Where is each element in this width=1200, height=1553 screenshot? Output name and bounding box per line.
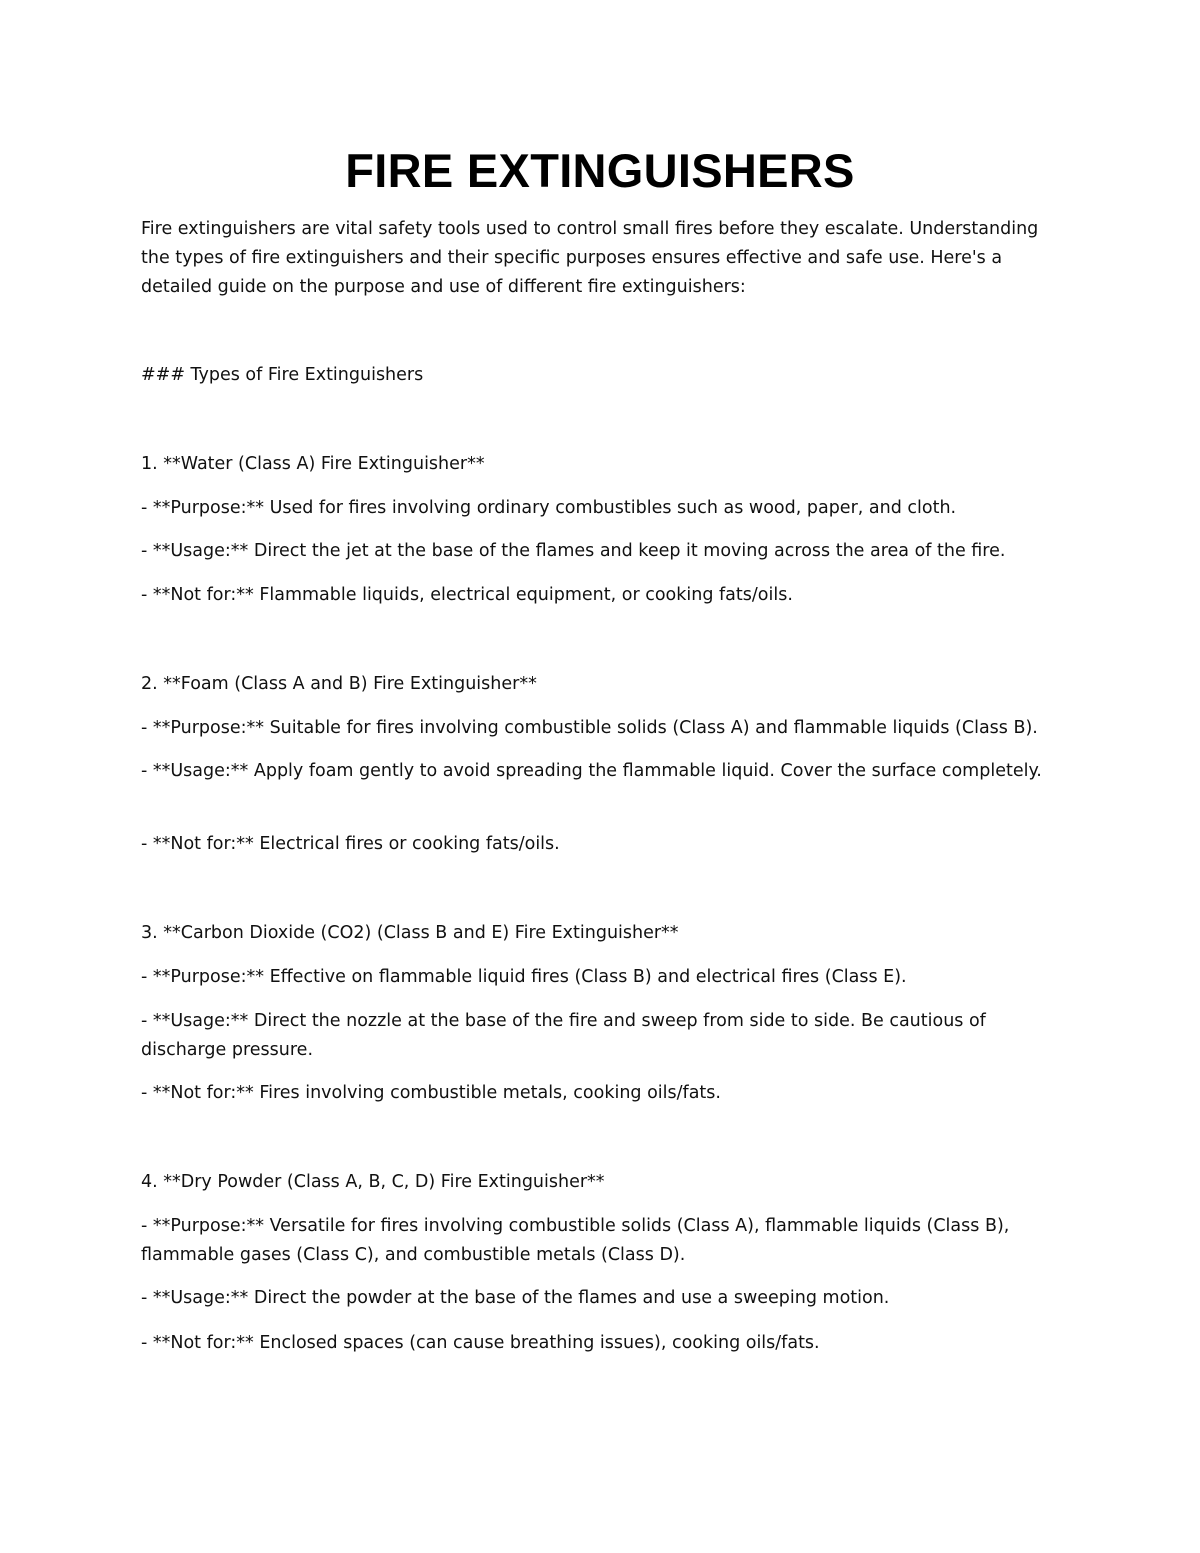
item-3-not-for: - **Not for:** Fires involving combustible metals, cooking oils/fats. <box>141 1083 721 1103</box>
item-2-heading: 2. **Foam (Class A and B) Fire Extinguisher** <box>141 674 537 694</box>
item-4-purpose: - **Purpose:** Versatile for fires involving combustible solids (Class A), flammable liquids (Class B), flammable gases (Class C), and combustible metals (Class D). <box>141 1216 1010 1265</box>
item-3-purpose: - **Purpose:** Effective on flammable liquid fires (Class B) and electrical fires (Class E). <box>141 967 907 987</box>
item-4-usage: - **Usage:** Direct the powder at the base of the flames and use a sweeping motion. <box>141 1288 890 1308</box>
item-1-not-for: - **Not for:** Flammable liquids, electrical equipment, or cooking fats/oils. <box>141 585 793 605</box>
item-2-not-for: - **Not for:** Electrical fires or cooking fats/oils. <box>141 834 560 854</box>
intro-paragraph: Fire extinguishers are vital safety tools used to control small fires before they escalate. Understanding the types of fire extinguishers and their specific purposes ensures effective and safe use. Here's a detailed guide on the purpose and use of different fire extinguishers: <box>141 219 1039 297</box>
item-3-usage: - **Usage:** Direct the nozzle at the base of the fire and sweep from side to side. Be cautious of discharge pressure. <box>141 1011 986 1060</box>
item-4-not-for: - **Not for:** Enclosed spaces (can cause breathing issues), cooking oils/fats. <box>141 1333 820 1353</box>
section-heading: ### Types of Fire Extinguishers <box>141 365 424 385</box>
document-title: FIRE EXTINGUISHERS <box>345 144 855 197</box>
item-1-heading: 1. **Water (Class A) Fire Extinguisher** <box>141 454 485 474</box>
item-4-heading: 4. **Dry Powder (Class A, B, C, D) Fire Extinguisher** <box>141 1172 605 1192</box>
item-3-heading: 3. **Carbon Dioxide (CO2) (Class B and E) Fire Extinguisher** <box>141 923 679 943</box>
item-1-purpose: - **Purpose:** Used for fires involving ordinary combustibles such as wood, paper, and cloth. <box>141 498 957 518</box>
item-1-usage: - **Usage:** Direct the jet at the base of the flames and keep it moving across the area of the fire. <box>141 541 1006 561</box>
item-2-purpose: - **Purpose:** Suitable for fires involving combustible solids (Class A) and flammable liquids (Class B). <box>141 718 1038 738</box>
item-2-usage: - **Usage:** Apply foam gently to avoid spreading the flammable liquid. Cover the surface completely. <box>141 761 1042 781</box>
